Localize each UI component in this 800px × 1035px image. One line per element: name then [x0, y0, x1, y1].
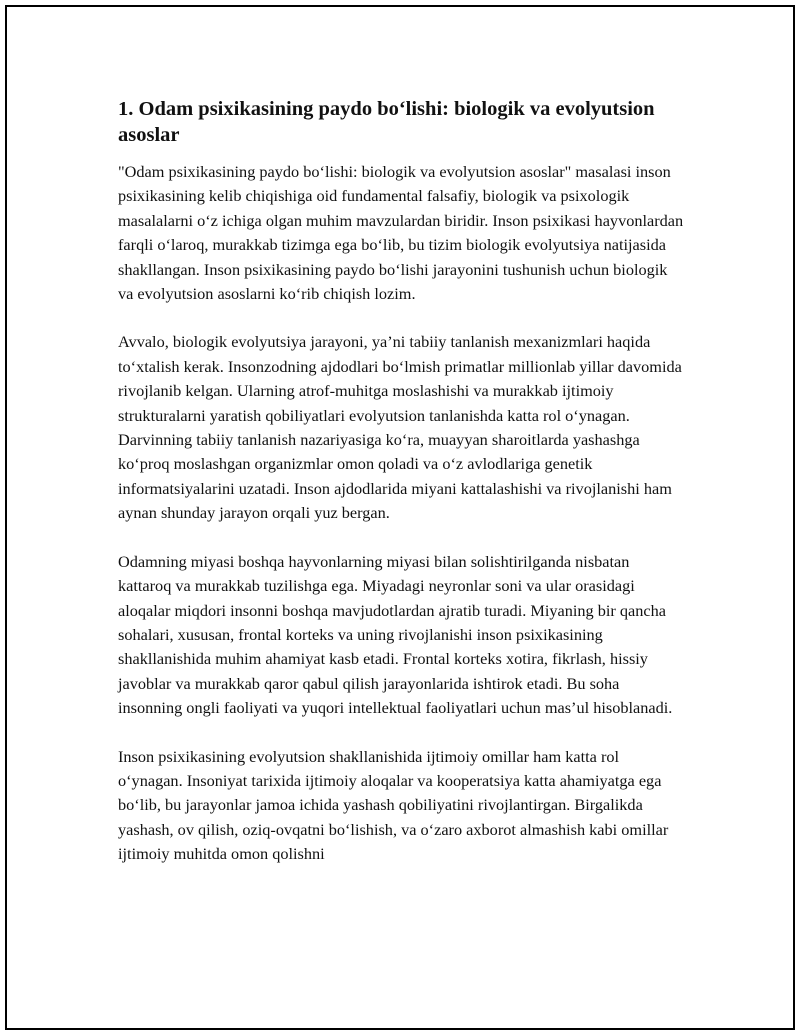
document-content [118, 96, 684, 891]
paragraph-brain-structure: Odamning miyasi boshqa hayvonlarning miyasi bilan solishtirilganda nisbatan kattaroq va murakkab tuzilishga ega. Miyadagi neyronlar soni va ular orasidagi aloqalar miqdori insonni boshqa mavjudotlardan ajratib turadi. Miyaning bir qancha sohalari, xususan, frontal korteks va uning rivojlanishi inson psixikasining shakllanishida muhim ahamiyat kasb etadi. Frontal korteks xotira, fikrlash, hissiy javoblar va murakkab qaror qabul qilish jarayonlarida ishtirok etadi. Bu soha insonning ongli faoliyati va yuqori intellektual faoliyatlari uchun mas’ul hisoblanadi. [118, 551, 673, 718]
section-heading: 1. Odam psixikasining paydo bo‘lishi: biologik va evolyutsion asoslar [118, 98, 655, 146]
paragraph-social-factors: Inson psixikasining evolyutsion shakllanishida ijtimoiy omillar ham katta rol o‘ynagan. Insoniyat tarixida ijtimoiy aloqalar va kooperatsiya katta ahamiyatga ega bo‘lib, bu jarayonlar jamoa ichida yashash qobiliyatini rivojlantirgan. Birgalikda yashash, ov qilish, oziq-ovqatni bo‘lishish, va o‘zaro axborot almashish kabi omillar ijtimoiy muhitda omon qolishni [118, 746, 669, 864]
paragraph-biological-evolution: Avvalo, biologik evolyutsiya jarayoni, ya’ni tabiiy tanlanish mexanizmlari haqida to‘xtalish kerak. Insonzodning ajdodlari bo‘lmish primatlar millionlab yillar davomida rivojlanib kelgan. Ularning atrof-muhitga moslashishi va murakkab ijtimoiy strukturalarni yaratish qobiliyatlari evolyutsion tanlanishda katta rol o‘ynagan. Darvinning tabiiy tanlanish nazariyasiga ko‘ra, muayyan sharoitlarda yashashga ko‘proq moslashgan organizmlar omon qoladi va o‘z avlodlariga genetik informatsiyalarini uzatadi. Inson ajdodlarida miyani kattalashishi va rivojlanishi ham aynan shunday jarayon orqali yuz bergan. [118, 332, 682, 523]
paragraph-intro: "Odam psixikasining paydo bo‘lishi: biologik va evolyutsion asoslar" masalasi inson psixikasining kelib chiqishiga oid fundamental falsafiy, biologik va psixologik masalalarni o‘z ichiga olgan muhim mavzulardan biridir. Inson psixikasi hayvonlardan farqli o‘laroq, murakkab tizimga ega bo‘lib, bu tizim biologik evolyutsiya natijasida shakllangan. Inson psixikasining paydo bo‘lishi jarayonini tushunish uchun biologik va evolyutsion asoslarni ko‘rib chiqish lozim. [118, 162, 684, 304]
